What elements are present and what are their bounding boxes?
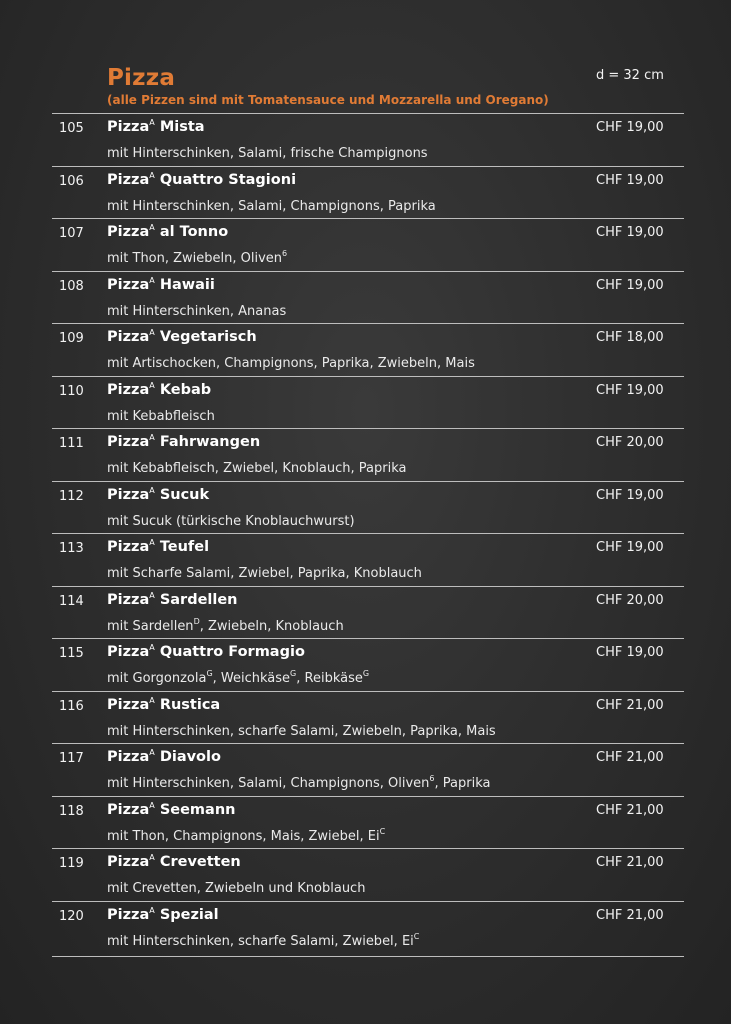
item-variant: Seemann [159, 801, 236, 818]
allergen-marker: A [149, 223, 155, 232]
item-price: CHF 19,00 [596, 540, 664, 555]
item-description [107, 251, 287, 266]
item-description [107, 461, 406, 476]
item-name [107, 592, 238, 608]
item-variant: Teufel [159, 539, 210, 555]
item-price: CHF 19,00 [596, 277, 664, 293]
item-name [107, 539, 209, 555]
menu-item [52, 113, 684, 166]
item-number: 116 [59, 698, 84, 714]
item-description [107, 776, 490, 791]
item-name [107, 749, 221, 765]
item-variant: Rustica [159, 696, 221, 713]
item-number: 117 [59, 751, 84, 766]
description-text: , Zwiebeln, Knoblauch [199, 618, 344, 634]
menu-item [52, 323, 684, 376]
item-price: CHF 21,00 [596, 802, 664, 818]
menu-item [52, 428, 684, 481]
item-number: 114 [59, 593, 84, 609]
item-description [107, 931, 420, 949]
item-description [107, 356, 475, 371]
item-number: 110 [59, 383, 84, 399]
item-variant: Vegetarisch [159, 329, 257, 345]
description-text: mit Kebabfleisch [107, 408, 215, 424]
description-text: mit Crevetten, Zwiebeln und Knoblauch [107, 881, 366, 896]
allergen-marker: A [149, 905, 155, 915]
allergen-marker: A [149, 328, 155, 337]
item-name [107, 119, 205, 135]
pizza-size: d = 32 cm [596, 68, 664, 83]
item-number: 115 [59, 646, 84, 661]
menu-item [52, 166, 684, 219]
item-description [107, 409, 215, 424]
allergen-marker: 6 [429, 774, 435, 783]
item-variant: Crevetten [159, 854, 241, 870]
item-number: 112 [59, 488, 84, 504]
item-price: CHF 21,00 [596, 697, 664, 713]
menu-item [52, 481, 684, 534]
item-number: 113 [59, 541, 84, 556]
allergen-marker: A [149, 538, 155, 547]
item-number: 105 [59, 121, 84, 136]
description-text: mit Sucuk (türkische Knoblauchwurst) [107, 513, 355, 529]
item-variant: Diavolo [159, 749, 221, 765]
item-number: 120 [59, 908, 84, 924]
description-text: , Reibkäse [296, 671, 363, 686]
item-number: 111 [59, 436, 84, 451]
description-text: , Paprika [434, 776, 491, 791]
item-number: 109 [59, 331, 84, 346]
item-description [107, 826, 386, 844]
item-name-base: Pizza [107, 381, 150, 398]
item-price: CHF 19,00 [596, 120, 664, 135]
description-text: mit Scharfe Salami, Zwiebel, Paprika, Knoblauch [107, 566, 422, 581]
item-variant: Fahrwangen [159, 434, 261, 450]
item-name-base: Pizza [107, 644, 150, 660]
item-description [107, 146, 428, 161]
allergen-marker: A [149, 380, 155, 390]
item-name [107, 277, 215, 293]
item-name-base: Pizza [107, 696, 150, 713]
item-price: CHF 19,00 [596, 487, 664, 503]
item-price: CHF 21,00 [596, 750, 664, 765]
item-number: 107 [59, 226, 84, 241]
menu-item [52, 901, 684, 957]
item-name-base: Pizza [107, 854, 150, 870]
item-number: 118 [59, 803, 84, 819]
description-text: mit Gorgonzola [107, 671, 207, 686]
item-name-base: Pizza [107, 434, 150, 450]
allergen-marker: A [149, 643, 155, 652]
allergen-marker: A [149, 170, 155, 180]
item-price: CHF 19,00 [596, 645, 664, 660]
item-name [107, 224, 228, 240]
menu-item [52, 743, 684, 796]
item-name-base: Pizza [107, 171, 150, 188]
allergen-marker: A [149, 695, 155, 705]
item-description [107, 616, 344, 634]
item-name [107, 434, 260, 450]
allergen-marker: C [413, 931, 420, 941]
item-name-base: Pizza [107, 539, 150, 555]
item-description [107, 304, 286, 319]
menu-item [52, 218, 684, 271]
item-name [107, 329, 257, 345]
section-title: Pizza [107, 65, 176, 91]
description-text: mit Hinterschinken, Salami, frische Champignons [107, 146, 428, 161]
menu-item [52, 271, 684, 324]
allergen-marker: A [149, 433, 155, 442]
allergen-marker: C [379, 826, 386, 836]
item-price: CHF 19,00 [596, 172, 664, 188]
item-name [107, 854, 241, 870]
item-description [107, 566, 422, 581]
allergen-marker: 6 [282, 249, 288, 258]
item-variant: Mista [159, 119, 205, 135]
item-description [107, 724, 496, 739]
item-name [107, 644, 305, 660]
allergen-marker: A [149, 800, 155, 810]
item-variant: Spezial [159, 906, 219, 923]
item-name-base: Pizza [107, 591, 150, 608]
item-number: 108 [59, 278, 84, 294]
menu-item [52, 533, 684, 586]
item-price: CHF 19,00 [596, 382, 664, 398]
item-description [107, 199, 436, 214]
allergen-marker: D [193, 616, 200, 626]
description-text: mit Thon, Zwiebeln, Oliven [107, 251, 283, 266]
menu-item [52, 638, 684, 691]
item-variant: Sucuk [159, 486, 210, 503]
allergen-marker: A [149, 853, 155, 862]
allergen-marker: A [149, 748, 155, 757]
item-name-base: Pizza [107, 276, 150, 293]
menu-item [52, 848, 684, 901]
item-number: 119 [59, 856, 84, 871]
item-price: CHF 20,00 [596, 592, 664, 608]
allergen-marker: A [149, 275, 155, 285]
item-name [107, 382, 211, 398]
allergen-marker: A [149, 590, 155, 600]
description-text: mit Hinterschinken, scharfe Salami, Zwiebel, Ei [107, 933, 414, 949]
description-text: mit Artischocken, Champignons, Paprika, Zwiebeln, Mais [107, 356, 475, 371]
item-number: 106 [59, 173, 84, 189]
description-text: mit Sardellen [107, 618, 194, 634]
description-text: mit Hinterschinken, Ananas [107, 303, 287, 319]
item-name-base: Pizza [107, 224, 150, 240]
item-name [107, 802, 235, 818]
item-name-base: Pizza [107, 486, 150, 503]
description-text: mit Hinterschinken, scharfe Salami, Zwiebeln, Paprika, Mais [107, 723, 496, 739]
item-description [107, 881, 365, 896]
description-text: , Weichkäse [212, 671, 291, 686]
item-price: CHF 18,00 [596, 330, 664, 345]
item-name-base: Pizza [107, 329, 150, 345]
item-variant: Quattro Formagio [159, 644, 305, 660]
menu-item [52, 376, 684, 429]
allergen-marker: A [149, 118, 155, 127]
item-name [107, 172, 296, 188]
item-name [107, 487, 209, 503]
item-description [107, 514, 355, 529]
item-price: CHF 20,00 [596, 435, 664, 450]
item-description [107, 671, 369, 686]
description-text: mit Thon, Champignons, Mais, Zwiebel, Ei [107, 828, 380, 844]
item-name-base: Pizza [107, 906, 150, 923]
menu-list [52, 113, 684, 957]
item-variant: Kebab [159, 381, 212, 398]
allergen-marker: G [290, 669, 297, 678]
item-name-base: Pizza [107, 801, 150, 818]
allergen-marker: G [206, 669, 213, 678]
item-variant: Sardellen [159, 591, 238, 608]
section-subtitle: (alle Pizzen sind mit Tomatensauce und Mozzarella und Oregano) [107, 93, 549, 107]
item-name [107, 697, 220, 713]
item-price: CHF 21,00 [596, 907, 664, 923]
item-price: CHF 21,00 [596, 855, 664, 870]
description-text: mit Kebabfleisch, Zwiebel, Knoblauch, Paprika [107, 461, 407, 476]
menu-item [52, 691, 684, 744]
menu-item [52, 586, 684, 639]
item-price: CHF 19,00 [596, 225, 664, 240]
description-text: mit Hinterschinken, Salami, Champignons, Paprika [107, 198, 436, 214]
description-text: mit Hinterschinken, Salami, Champignons, Oliven [107, 776, 430, 791]
item-name-base: Pizza [107, 119, 150, 135]
item-variant: al Tonno [159, 224, 229, 240]
item-name [107, 907, 219, 923]
item-variant: Hawaii [159, 276, 215, 293]
item-name-base: Pizza [107, 749, 150, 765]
allergen-marker: A [149, 485, 155, 495]
item-variant: Quattro Stagioni [159, 171, 297, 188]
menu-item [52, 796, 684, 849]
allergen-marker: G [362, 669, 370, 678]
